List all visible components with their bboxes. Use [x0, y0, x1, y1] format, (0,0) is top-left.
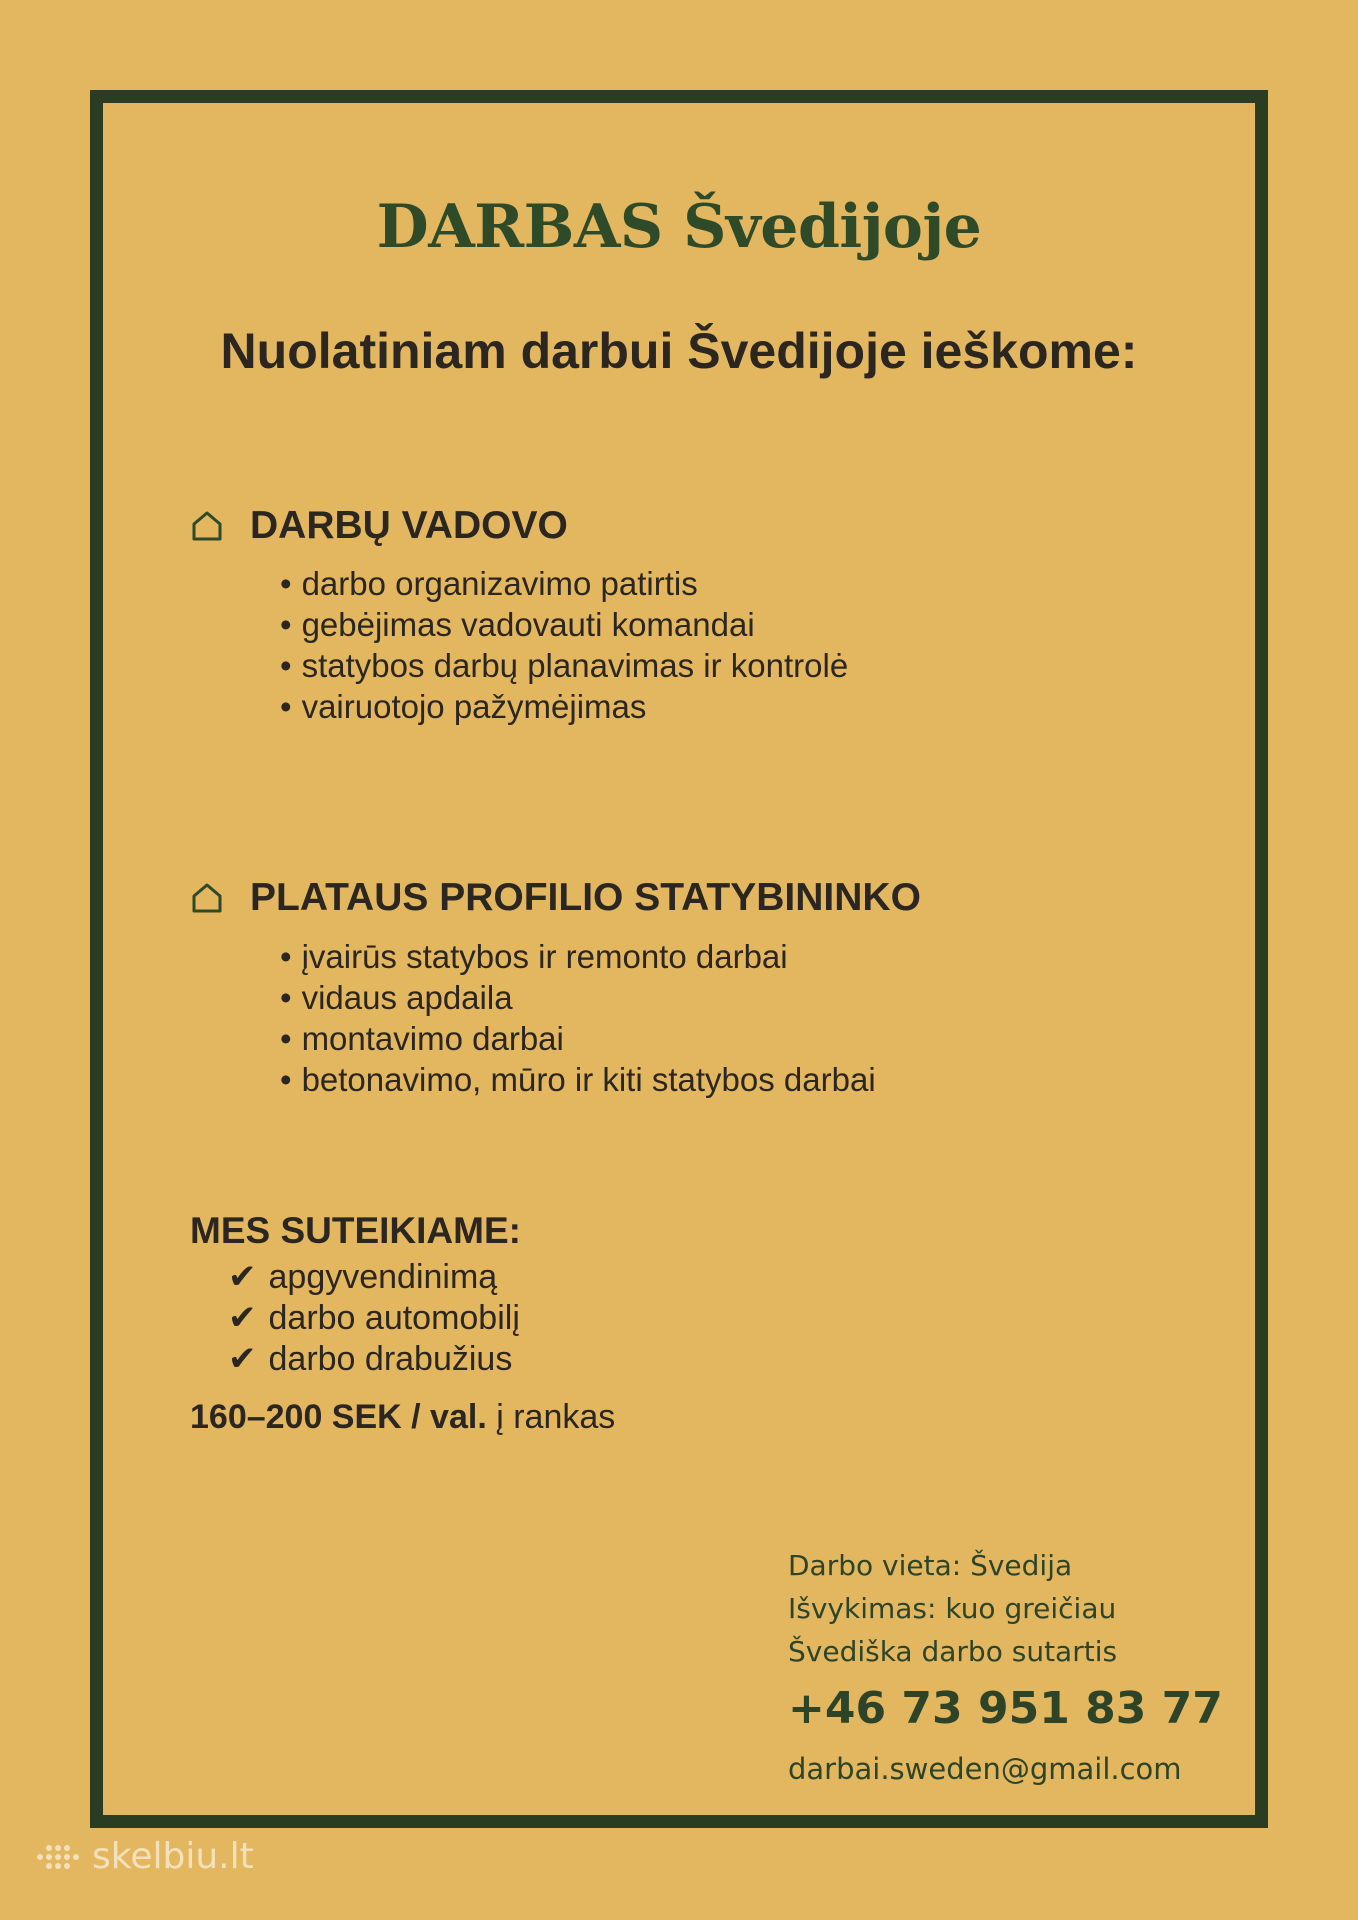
list-item: ✔ apgyvendinimą	[228, 1257, 520, 1298]
list-item: ✔ darbo automobilį	[228, 1298, 520, 1339]
provide-heading: MES SUTEIKIAME:	[190, 1210, 521, 1251]
list-item: • statybos darbų planavimas ir kontrolė	[280, 645, 848, 686]
list-item: • betonavimo, mūro ir kiti statybos darbai	[280, 1059, 876, 1100]
list-item: • montavimo darbai	[280, 1018, 876, 1059]
list-item: • vairuotojo pažymėjimas	[280, 686, 848, 727]
section-heading-manager	[190, 504, 568, 548]
list-item: • darbo organizavimo patirtis	[280, 563, 848, 604]
work-location: Darbo vieta: Švedija	[788, 1549, 1073, 1582]
manager-requirements-list	[280, 563, 848, 727]
email-address[interactable]: darbai.sweden@gmail.com	[788, 1752, 1182, 1786]
section-heading-label: DARBŲ VADOVO	[250, 504, 568, 547]
watermark-text: skelbiu.lt	[92, 1836, 254, 1877]
contact-block	[788, 1544, 1223, 1792]
skelbiu-logo-icon	[36, 1842, 82, 1872]
house-icon	[190, 881, 224, 915]
skelbiu-watermark	[36, 1836, 254, 1877]
list-item: • įvairūs statybos ir remonto darbai	[280, 936, 876, 977]
house-icon	[190, 509, 224, 543]
section-heading-builder	[190, 876, 921, 920]
departure-info: Išvykimas: kuo greičiau	[788, 1592, 1117, 1625]
section-heading-label: PLATAUS PROFILIO STATYBININKO	[250, 876, 921, 919]
salary-amount: 160–200 SEK / val.	[190, 1398, 487, 1436]
list-item: • gebėjimas vadovauti komandai	[280, 604, 848, 645]
page-title: DARBAS Švedijoje	[376, 192, 982, 262]
contract-info: Švediška darbo sutartis	[788, 1635, 1118, 1668]
list-item: • vidaus apdaila	[280, 977, 876, 1018]
list-item: ✔ darbo drabužius	[228, 1339, 520, 1380]
provide-list	[228, 1257, 520, 1380]
builder-requirements-list	[280, 936, 876, 1100]
salary-line	[190, 1398, 615, 1437]
page-subtitle: Nuolatiniam darbui Švedijoje ieškome:	[220, 323, 1138, 379]
phone-number[interactable]: +46 73 951 83 77	[788, 1683, 1223, 1734]
salary-suffix: į rankas	[496, 1398, 616, 1436]
